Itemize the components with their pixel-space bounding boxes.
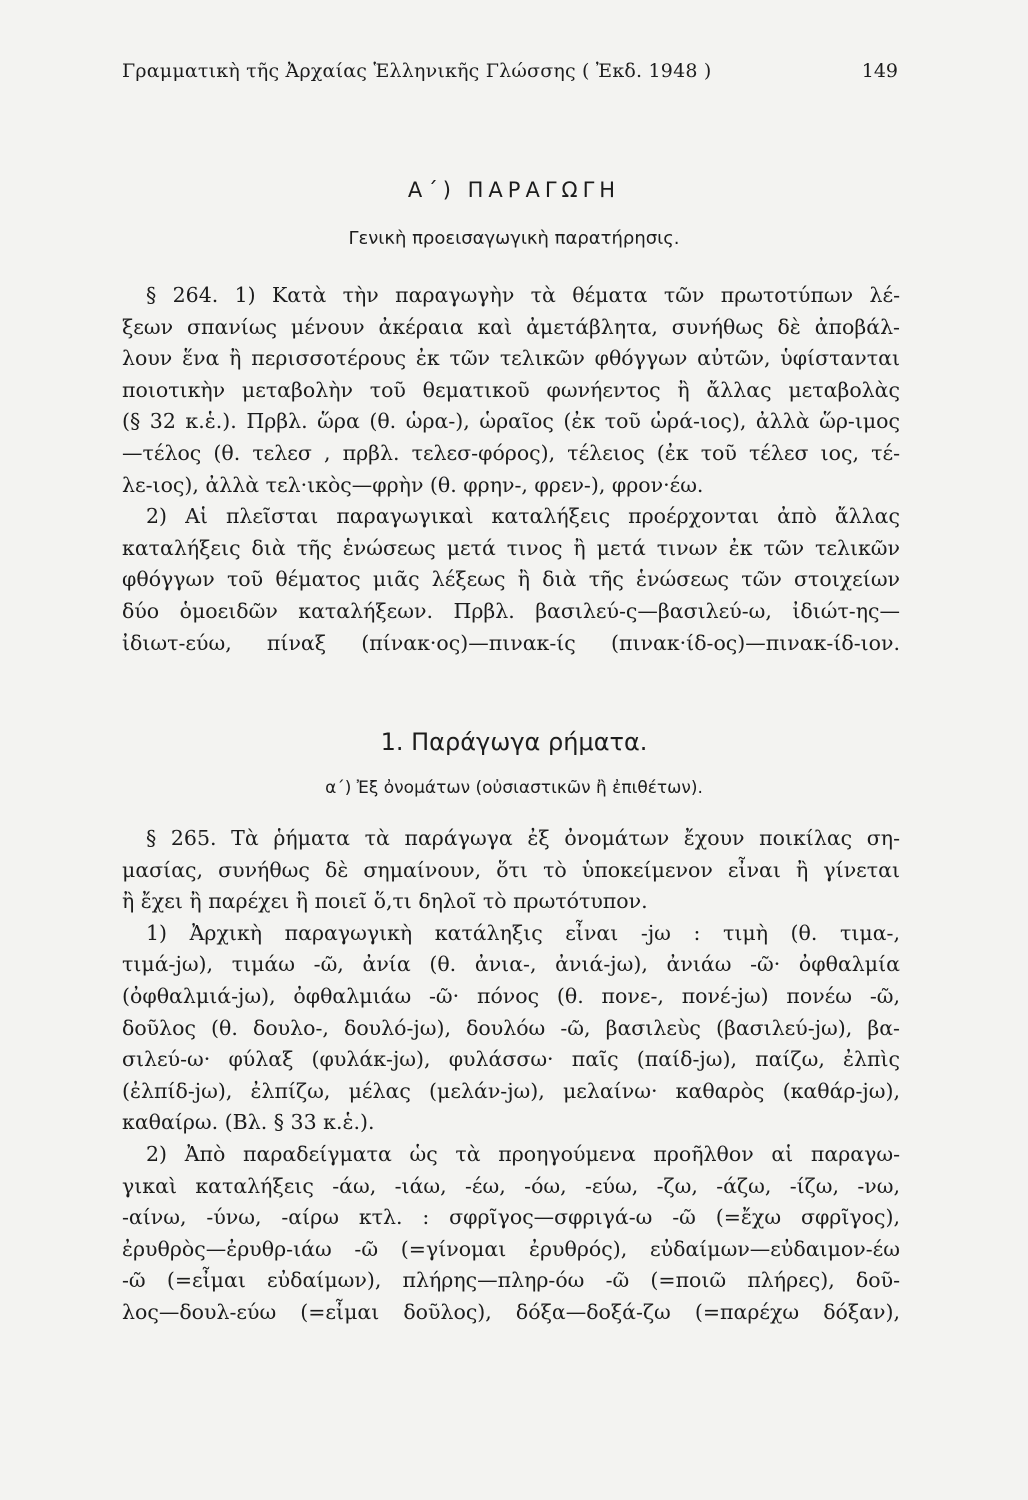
page-number: 149 — [861, 60, 898, 82]
text-line: ἰδιωτ-εύω, πίναξ (πίνακ·ος)—πινακ-ίς (πινακ·ίδ-ος)—πινακ-ίδ-ιον. — [122, 630, 900, 655]
text-line: τιμά-jω), τιμάω -ῶ, ἀνία (θ. ἀνια-, ἀνιά-jω), ἀνιάω -ῶ· ὀφθαλμία — [122, 952, 900, 977]
text-line: 2) Ἀπὸ παραδείγματα ὡς τὰ προηγούμενα προῆλθον αἱ παραγω- — [146, 1141, 900, 1166]
text-line: (ἐλπίδ-jω), ἐλπίζω, μέλας (μελάν-jω), μελαίνω· καθαρὸς (καθάρ-jω), — [122, 1078, 900, 1103]
text-line: καθαίρω. (Βλ. § 33 κ.ἑ.). — [122, 1110, 375, 1135]
text-line: δύο ὁμοειδῶν καταλήξεων. Πρβλ. βασιλεύ-ς—βασιλεύ-ω, ἰδιώτ-ης— — [122, 598, 900, 623]
text-line: ἐρυθρὸς—ἐρυθρ-ιάω -ῶ (=γίνομαι ἐρυθρός), εὐδαίμων—εὐδαιμον-έω — [122, 1236, 900, 1261]
text-line: § 265. Τὰ ῥήματα τὰ παράγωγα ἐξ ὀνομάτων ἔχουν ποικίλας ση- — [146, 826, 900, 850]
text-line: ποιοτικὴν μεταβολὴν τοῦ θεματικοῦ φωνήεντος ἢ ἄλλας μεταβολὰς — [122, 377, 900, 402]
text-line: ἢ ἔχει ἢ παρέχει ἢ ποιεῖ ὅ,τι δηλοῖ τὸ πρωτότυπον. — [122, 889, 648, 914]
heading-derivative-verbs: 1. Παράγωγα ρήματα. — [380, 728, 648, 756]
text-line: λουν ἕνα ἢ περισσοτέρους ἐκ τῶν τελικῶν φθόγγων αὐτῶν, ὑφίστανται — [122, 346, 900, 371]
running-header — [122, 60, 898, 90]
text-line: § 264. 1) Κατὰ τὴν παραγωγὴν τὰ θέματα τῶν πρωτοτύπων λέ- — [146, 283, 900, 307]
text-line: λε-ιος), ἀλλὰ τελ·ικὸς—φρὴν (θ. φρην-, φρεν-), φρον·έω. — [122, 472, 704, 497]
text-line: σιλεύ-ω· φύλαξ (φυλάκ-jω), φυλάσσω· παῖς (παίδ-jω), παίζω, ἐλπὶς — [122, 1047, 900, 1072]
text-line: 1) Ἀρχικὴ παραγωγικὴ κατάληξις εἶναι -jω : τιμὴ (θ. τιμα-, — [146, 920, 900, 945]
paragraph-265 — [122, 823, 900, 1329]
header-title: Γραμματικὴ τῆς Ἀρχαίας Ἑλληνικῆς Γλώσσης ( Ἐκδ. 1948 ) — [122, 60, 712, 82]
paragraph-264 — [122, 280, 900, 659]
text-line: λος—δουλ-εύω (=εἶμαι δοῦλος), δόξα—δοξά-ζω (=παρέχω δόξαν), — [122, 1299, 900, 1324]
text-line: 2) Αἱ πλεῖσται παραγωγικαὶ καταλήξεις προέρχονται ἀπὸ ἄλλας — [146, 504, 900, 529]
text-line: δοῦλος (θ. δουλο-, δουλό-jω), δουλόω -ῶ, βασιλεὺς (βασιλεύ-jω), βα- — [122, 1015, 900, 1040]
text-line: (ὀφθαλμιά-jω), ὀφθαλμιάω -ῶ· πόνος (θ. πονε-, πονέ-jω) πονέω -ῶ, — [122, 983, 900, 1008]
text-line: ξεων σπανίως μένουν ἀκέραια καὶ ἀμετάβλητα, συνήθως δὲ ἀποβάλ- — [122, 314, 900, 339]
text-line: (§ 32 κ.ἑ.). Πρβλ. ὥρα (θ. ὡρα-), ὡραῖος (ἐκ τοῦ ὡρά-ιος), ἀλλὰ ὥρ-ιμος — [122, 409, 900, 434]
text-line: -ῶ (=εἶμαι εὐδαίμων), πλήρης—πληρ-όω -ῶ (=ποιῶ πλήρες), δοῦ- — [122, 1268, 900, 1293]
text-line: —τέλος (θ. τελεσ , πρβλ. τελεσ-φόρος), τέλειος (ἐκ τοῦ τέλεσ ιος, τέ- — [122, 440, 900, 465]
section-title: Α΄) ΠΑΡΑΓΩΓΗ — [407, 178, 621, 202]
text-line: καταλήξεις διὰ τῆς ἑνώσεως μετά τινος ἢ μετά τινων ἐκ τῶν τελικῶν — [122, 535, 900, 560]
section-subtitle: Γενικὴ προεισαγωγικὴ παρατήρησις. — [348, 228, 680, 249]
text-line: γικαὶ καταλήξεις -άω, -ιάω, -έω, -όω, -εύω, -ζω, -άζω, -ίζω, -νω, — [122, 1173, 900, 1198]
text-line: μασίας, συνήθως δὲ σημαίνουν, ὅτι τὸ ὑποκείμενον εἶναι ἢ γίνεται — [122, 857, 900, 882]
heading-from-nouns: α΄) Ἐξ ὀνομάτων (οὐσιαστικῶν ἢ ἐπιθέτων). — [325, 778, 703, 798]
text-line: φθόγγων τοῦ θέματος μιᾶς λέξεως ἢ διὰ τῆς ἑνώσεως τῶν στοιχείων — [122, 567, 900, 592]
text-line: -αίνω, -ύνω, -αίρω κτλ. : σφρῖγος—σφριγά-ω -ῶ (=ἔχω σφρῖγος), — [122, 1205, 900, 1230]
